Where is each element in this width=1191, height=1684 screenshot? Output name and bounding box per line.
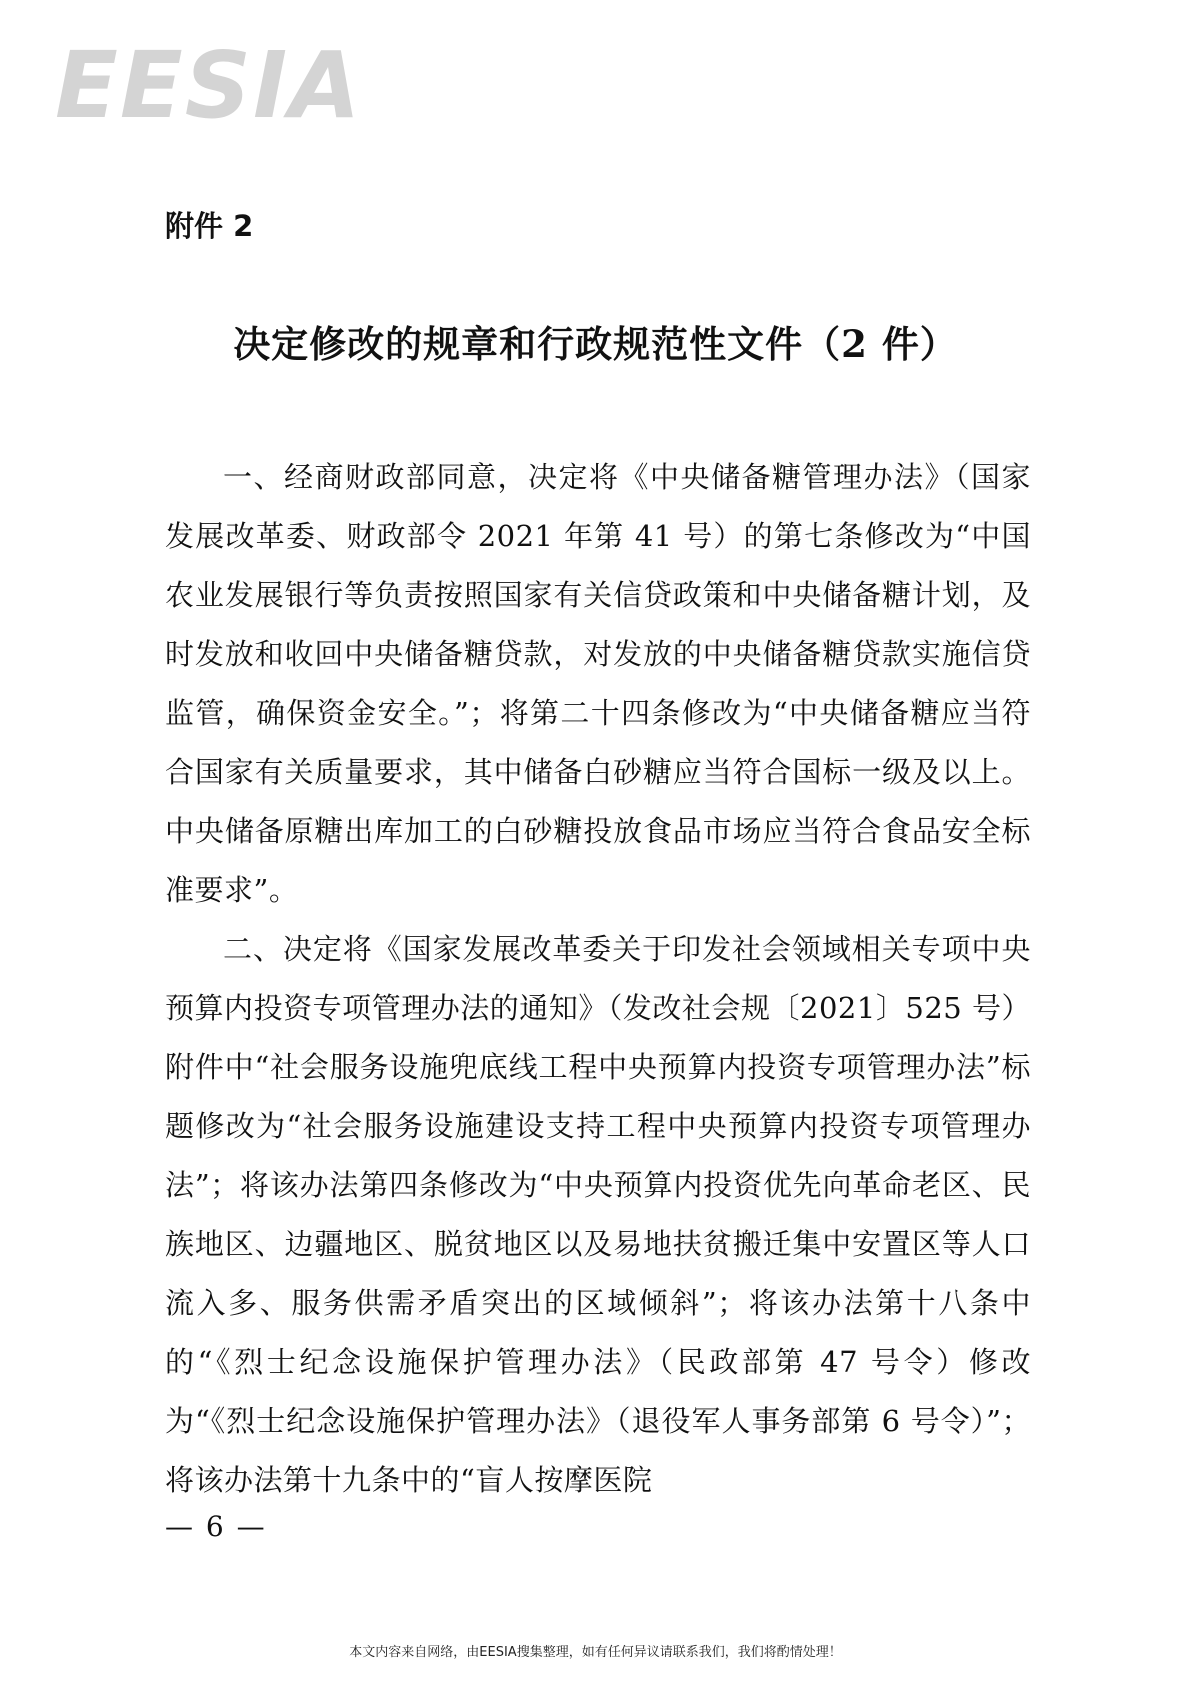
document-body <box>165 448 1031 1510</box>
eesia-logo: EESIA <box>55 32 363 139</box>
footer-note: 本文内容来自网络，由EESIA搜集整理，如有任何异议请联系我们，我们将酌情处理！ <box>349 1645 842 1660</box>
paragraph-2: 二、决定将《国家发展改革委关于印发社会领域相关专项中央预算内投资专项管理办法的通知》（发改社会规〔2021〕525 号）附件中“社会服务设施兜底线工程中央预算内投资专项管理办法”标题修改为“社会服务设施建设支持工程中央预算内投资专项管理办法”；将该办法第四条修改为“中央预算内投资优先向革命老区、民族地区、边疆地区、脱贫地区以及易地扶贫搬迁集中安置区等人口流入多、服务供需矛盾突出的区域倾斜”；将该办法第十八条中的“《烈士纪念设施保护管理办法》（民政部第 47 号令）修改为“《烈士纪念设施保护管理办法》（退役军人事务部第 6 号令）”；将该办法第十九条中的“盲人按摩医院 <box>165 932 1031 1497</box>
attachment-label: 附件 2 <box>165 209 254 243</box>
paragraph-1: 一、经商财政部同意，决定将《中央储备糖管理办法》（国家发展改革委、财政部令 2021 年第 41 号）的第七条修改为“中国农业发展银行等负责按照国家有关信贷政策和中央储备糖计划，及时发放和收回中央储备糖贷款，对发放的中央储备糖贷款实施信贷监管，确保资金安全。”；将第二十四条修改为“中央储备糖应当符合国家有关质量要求，其中储备白砂糖应当符合国标一级及以上。中央储备原糖出库加工的白砂糖投放食品市场应当符合食品安全标准要求”。 <box>165 460 1031 907</box>
page-number: — 6 — <box>165 1510 267 1543</box>
document-title: 决定修改的规章和行政规范性文件（2 件） <box>233 322 958 366</box>
